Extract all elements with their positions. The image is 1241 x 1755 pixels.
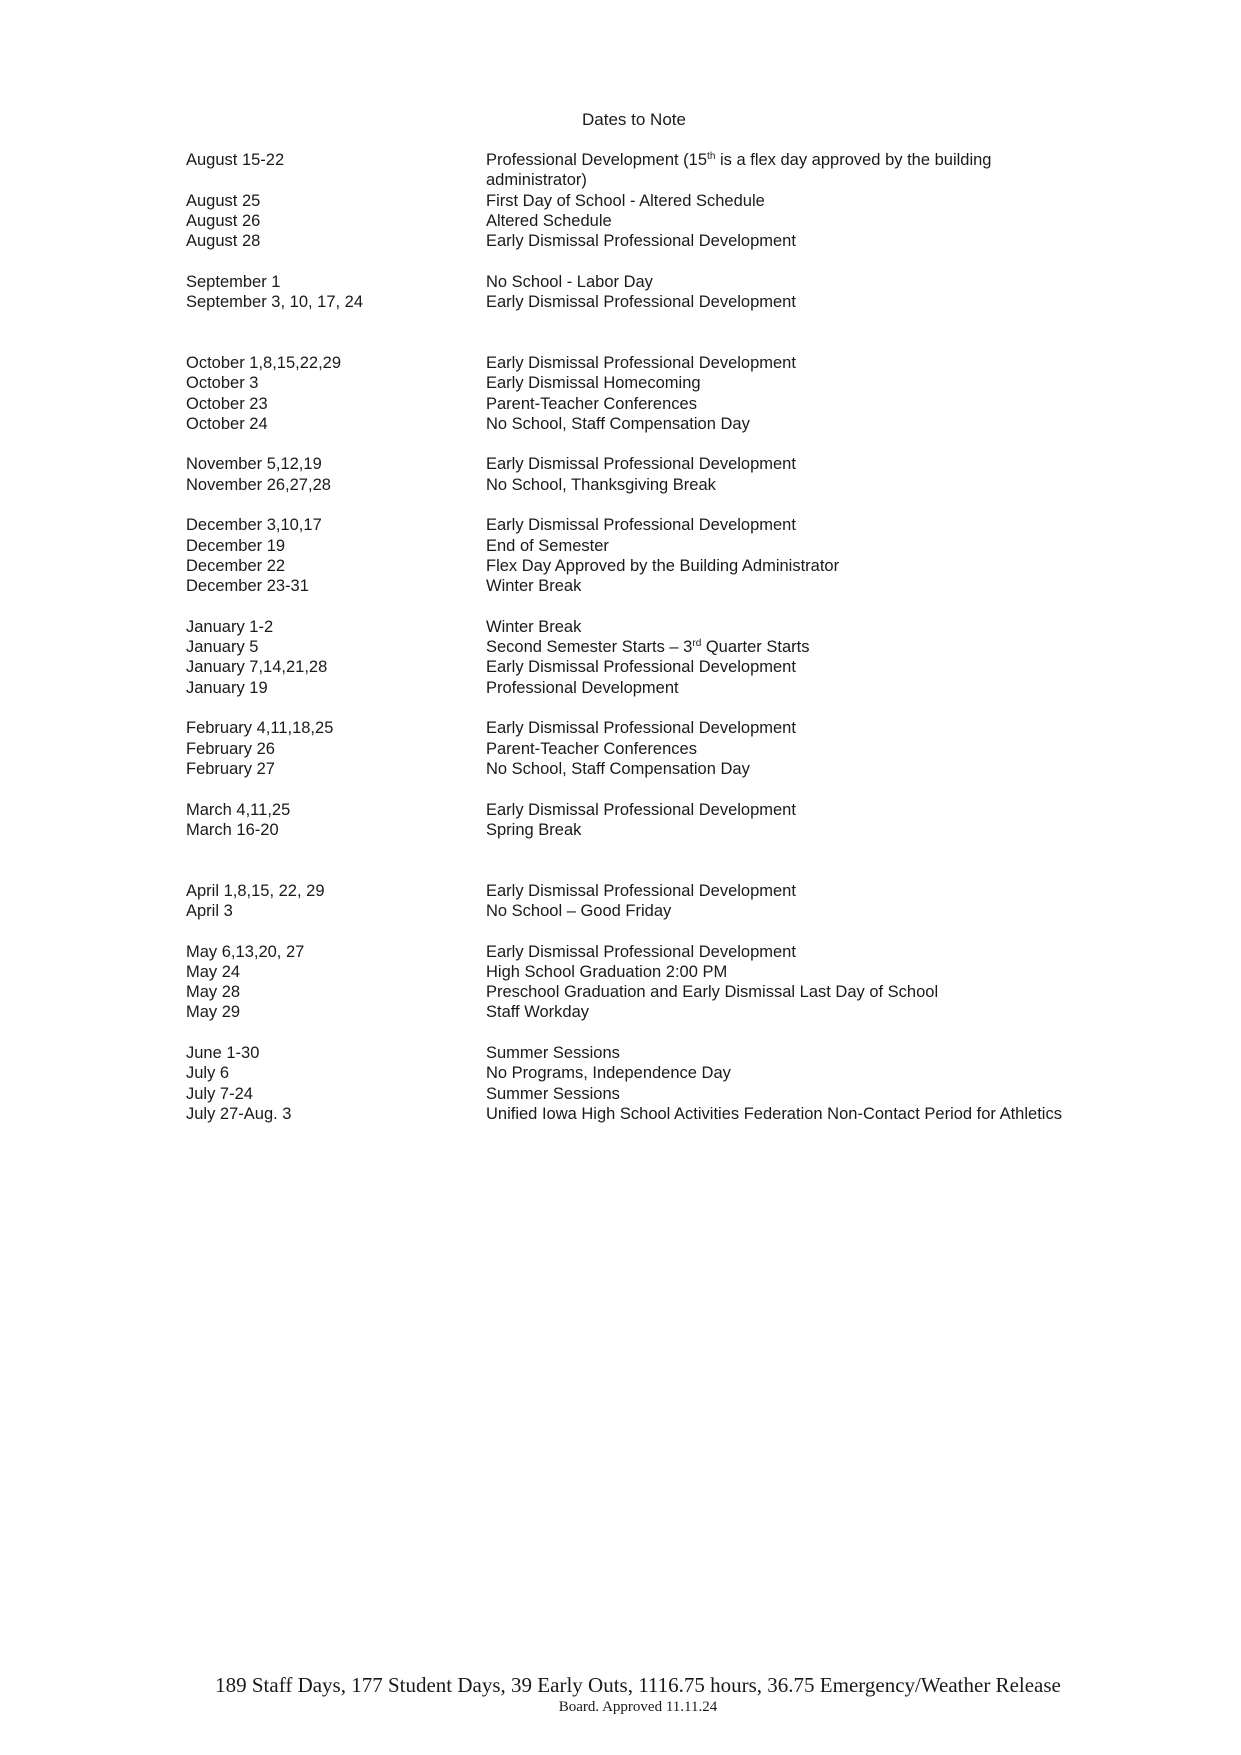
date-cell: October 3: [186, 374, 259, 393]
event-cell: Parent-Teacher Conferences: [486, 739, 697, 758]
date-row: [186, 211, 1066, 231]
date-row: [186, 800, 1066, 820]
event-cell: First Day of School - Altered Schedule: [486, 191, 765, 210]
date-row: [186, 942, 1066, 962]
date-row: [186, 394, 1066, 414]
date-group: [186, 150, 1066, 251]
date-cell: August 26: [186, 211, 261, 230]
date-row: [186, 454, 1066, 474]
date-row: [186, 1063, 1066, 1083]
date-cell: May 24: [186, 962, 241, 981]
date-row: [186, 292, 1066, 312]
date-cell: September 1: [186, 272, 281, 291]
date-group: [186, 617, 1066, 698]
date-cell: January 19: [186, 678, 268, 697]
date-row: [186, 617, 1066, 637]
date-row: [186, 1104, 1066, 1124]
date-cell: July 6: [186, 1064, 230, 1083]
date-row: [186, 657, 1066, 677]
date-cell: April 1,8,15, 22, 29: [186, 881, 325, 900]
event-cell: No School, Thanksgiving Break: [486, 475, 716, 494]
event-cell: Early Dismissal Professional Development: [486, 942, 796, 961]
date-cell: October 1,8,15,22,29: [186, 353, 342, 372]
date-group: [186, 1043, 1066, 1124]
date-cell: February 4,11,18,25: [186, 719, 334, 738]
date-cell: January 1-2: [186, 617, 274, 636]
date-row: [186, 739, 1066, 759]
date-row: [186, 1002, 1066, 1022]
ordinal-suffix: th: [707, 151, 716, 162]
date-cell: December 19: [186, 536, 286, 555]
event-cell: No School - Labor Day: [486, 272, 653, 291]
date-cell: January 5: [186, 638, 259, 657]
footer-summary: 189 Staff Days, 177 Student Days, 39 Early Outs, 1116.75 hours, 36.75 Emergency/Weather Release: [215, 1673, 1061, 1697]
date-cell: December 3,10,17: [186, 516, 322, 535]
footer: [0, 1672, 1241, 1716]
event-cell: Summer Sessions: [486, 1084, 620, 1103]
event-text: Professional Development (15: [486, 151, 708, 169]
date-group: [186, 718, 1066, 779]
date-group: [186, 942, 1066, 1023]
event-text: is a flex day approved by the building administrator): [486, 151, 992, 190]
event-cell: Unified Iowa High School Activities Federation Non-Contact Period for Athletics: [486, 1104, 1062, 1123]
date-row: [186, 191, 1066, 211]
date-row: [186, 982, 1066, 1002]
date-row: [186, 718, 1066, 738]
date-row: [186, 820, 1066, 840]
event-cell: Early Dismissal Professional Development: [486, 516, 796, 535]
dates-list: [186, 150, 1066, 1145]
date-cell: May 29: [186, 1003, 241, 1022]
date-cell: October 24: [186, 414, 268, 433]
event-cell: Early Dismissal Homecoming: [486, 374, 701, 393]
event-cell: Summer Sessions: [486, 1044, 620, 1063]
event-cell: No School – Good Friday: [486, 901, 672, 920]
page-title: Dates to Note: [582, 110, 686, 129]
event-cell: Early Dismissal Professional Development: [486, 800, 796, 819]
date-cell: October 23: [186, 394, 268, 413]
date-row: [186, 1084, 1066, 1104]
event-cell: Early Dismissal Professional Development: [486, 881, 796, 900]
date-cell: November 26,27,28: [186, 475, 331, 494]
date-group: [186, 454, 1066, 495]
event-cell: No Programs, Independence Day: [486, 1064, 731, 1083]
date-row: [186, 1043, 1066, 1063]
date-group: [186, 353, 1066, 434]
event-cell: Parent-Teacher Conferences: [486, 394, 697, 413]
event-cell: Spring Break: [486, 820, 582, 839]
date-cell: April 3: [186, 901, 233, 920]
event-cell: Altered Schedule: [486, 211, 612, 230]
date-row: [186, 475, 1066, 495]
date-cell: August 28: [186, 232, 261, 251]
date-cell: July 27-Aug. 3: [186, 1104, 292, 1123]
event-cell: [486, 637, 1066, 657]
date-cell: August 25: [186, 191, 261, 210]
event-cell: Professional Development: [486, 678, 679, 697]
event-cell: Early Dismissal Professional Development: [486, 455, 796, 474]
date-cell: December 22: [186, 556, 286, 575]
date-row: [186, 272, 1066, 292]
date-row: [186, 536, 1066, 556]
date-cell: February 26: [186, 739, 275, 758]
date-row: [186, 901, 1066, 921]
date-cell: May 28: [186, 983, 241, 1002]
event-cell: Early Dismissal Professional Development: [486, 293, 796, 312]
date-group: [186, 272, 1066, 313]
date-row: [186, 576, 1066, 596]
date-row: [186, 637, 1066, 657]
date-row: [186, 353, 1066, 373]
date-cell: June 1-30: [186, 1044, 260, 1063]
event-cell: Preschool Graduation and Early Dismissal Last Day of School: [486, 983, 939, 1002]
date-row: [186, 556, 1066, 576]
date-row: [186, 881, 1066, 901]
date-cell: July 7-24: [186, 1084, 253, 1103]
date-row: [186, 678, 1066, 698]
event-cell: Winter Break: [486, 577, 582, 596]
date-row: [186, 373, 1066, 393]
event-text: Second Semester Starts – 3: [486, 638, 693, 657]
event-cell: Early Dismissal Professional Development: [486, 353, 796, 372]
event-cell: Early Dismissal Professional Development: [486, 658, 796, 677]
event-cell: No School, Staff Compensation Day: [486, 759, 750, 778]
event-cell: Early Dismissal Professional Development: [486, 232, 796, 251]
date-row: [186, 150, 1066, 191]
event-cell: Winter Break: [486, 617, 582, 636]
date-row: [186, 414, 1066, 434]
date-row: [186, 962, 1066, 982]
event-cell: High School Graduation 2:00 PM: [486, 962, 728, 981]
date-cell: January 7,14,21,28: [186, 658, 328, 677]
date-group: [186, 800, 1066, 841]
date-cell: December 23-31: [186, 577, 309, 596]
event-cell: Early Dismissal Professional Development: [486, 719, 796, 738]
date-group: [186, 881, 1066, 922]
footer-approval: Board. Approved 11.11.24: [558, 1699, 718, 1715]
date-row: [186, 231, 1066, 251]
date-group: [186, 515, 1066, 596]
date-cell: February 27: [186, 759, 275, 778]
ordinal-suffix: rd: [692, 638, 702, 650]
date-cell: May 6,13,20, 27: [186, 942, 305, 961]
date-row: [186, 759, 1066, 779]
date-cell: November 5,12,19: [186, 455, 322, 474]
event-cell: [486, 150, 1066, 191]
event-cell: No School, Staff Compensation Day: [486, 414, 750, 433]
event-cell: Flex Day Approved by the Building Administrator: [486, 556, 840, 575]
date-cell: March 4,11,25: [186, 800, 291, 819]
event-cell: End of Semester: [486, 536, 609, 555]
date-cell: August 15-22: [186, 151, 285, 169]
date-cell: March 16-20: [186, 820, 279, 839]
event-text: Quarter Starts: [701, 638, 810, 657]
event-cell: Staff Workday: [486, 1003, 590, 1022]
date-row: [186, 515, 1066, 535]
date-cell: September 3, 10, 17, 24: [186, 293, 364, 312]
